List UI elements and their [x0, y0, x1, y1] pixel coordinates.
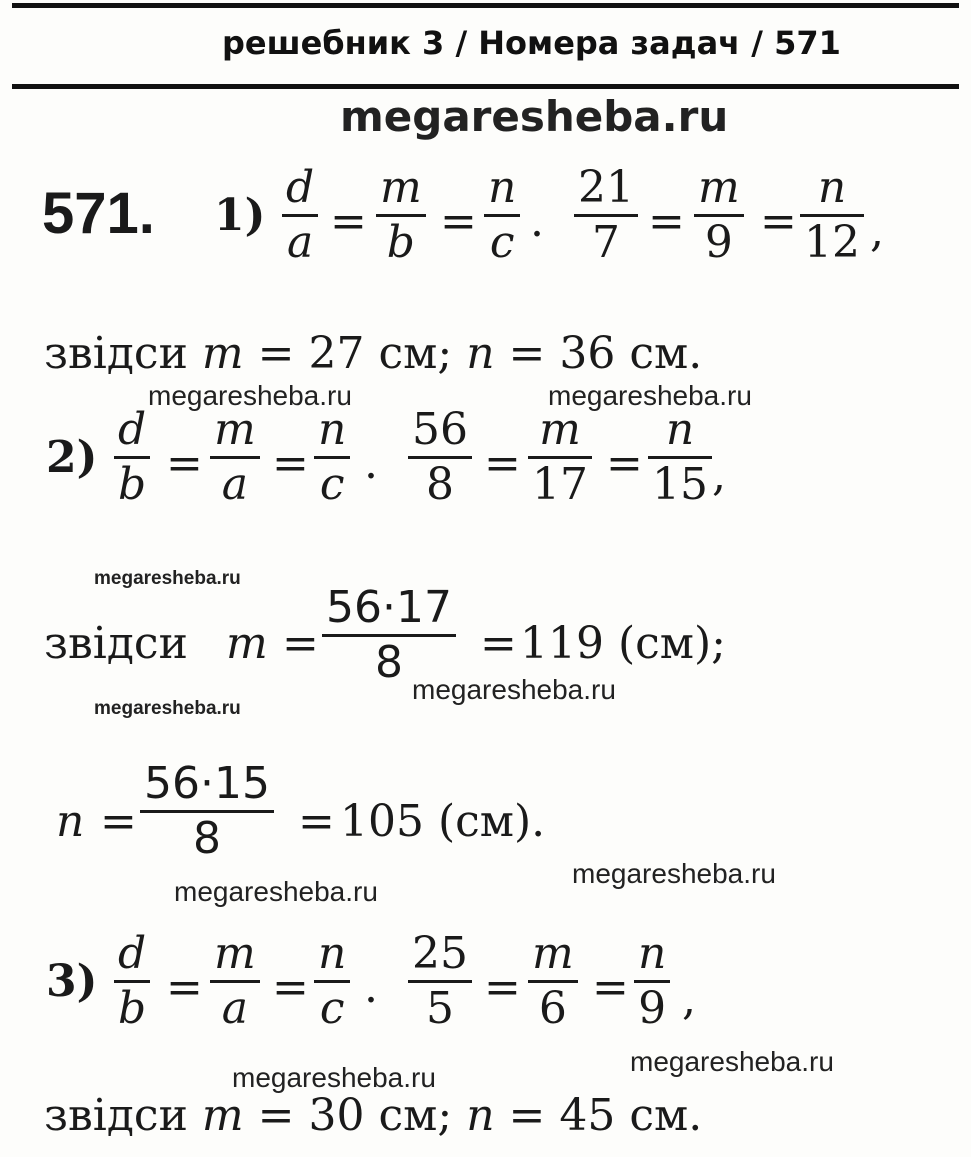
equals-sign: = — [100, 796, 137, 847]
comma: , — [712, 450, 726, 501]
site-watermark: megaresheba.ru — [232, 1062, 436, 1093]
problem-number: 571. — [42, 181, 155, 246]
fraction: m 6 — [528, 928, 578, 1035]
site-watermark: megaresheba.ru — [94, 698, 241, 719]
fraction: n c — [314, 928, 350, 1035]
equals-sign: = — [272, 438, 309, 489]
fraction: m 9 — [694, 162, 744, 269]
fraction: 56·17 8 — [322, 582, 456, 689]
period: . — [364, 962, 378, 1013]
comma: , — [682, 974, 696, 1025]
equals-sign: = — [272, 962, 309, 1013]
equals-sign: = — [480, 618, 517, 669]
calc-n-result: 105 (см). — [340, 796, 546, 847]
top-rule — [12, 3, 959, 8]
equals-sign: = — [330, 196, 367, 247]
part-label-3: 3) — [46, 956, 98, 1007]
header-rule — [12, 84, 959, 89]
fraction: n 9 — [634, 928, 670, 1035]
part-label-1: 1) — [214, 190, 266, 241]
calc-m-result: 119 (см); — [520, 618, 726, 669]
fraction: d b — [114, 404, 150, 511]
fraction: n c — [314, 404, 350, 511]
fraction: m a — [210, 928, 260, 1035]
fraction: n c — [484, 162, 520, 269]
variable-m: m — [226, 618, 268, 669]
period: . — [530, 196, 544, 247]
equals-sign: = — [760, 196, 797, 247]
fraction: d a — [282, 162, 318, 269]
variable-n: n — [56, 796, 85, 847]
site-watermark: megaresheba.ru — [548, 380, 752, 411]
comma: , — [870, 206, 884, 257]
calc-m-prefix: звідси — [44, 618, 188, 669]
equals-sign: = — [298, 796, 335, 847]
site-watermark: megaresheba.ru — [572, 858, 776, 889]
fraction: 25 5 — [408, 928, 472, 1035]
period: . — [364, 438, 378, 489]
fraction: 56·15 8 — [140, 758, 274, 865]
fraction: n 12 — [800, 162, 864, 269]
part-label-2: 2) — [46, 432, 98, 483]
equals-sign: = — [166, 962, 203, 1013]
equals-sign: = — [282, 618, 319, 669]
site-watermark: megaresheba.ru — [174, 876, 378, 907]
site-watermark: megaresheba.ru — [630, 1046, 834, 1077]
fraction: 56 8 — [408, 404, 472, 511]
breadcrumb[interactable]: решебник 3 / Номера задач / 571 — [222, 24, 841, 62]
site-watermark: megaresheba.ru — [148, 380, 352, 411]
site-watermark: megaresheba.ru — [94, 568, 241, 589]
equals-sign: = — [484, 438, 521, 489]
fraction: m b — [376, 162, 426, 269]
fraction: m a — [210, 404, 260, 511]
site-watermark: megaresheba.ru — [412, 674, 616, 705]
fraction: d b — [114, 928, 150, 1035]
equals-sign: = — [606, 438, 643, 489]
equals-sign: = — [484, 962, 521, 1013]
result-line-1: звідси m = 27 см; n = 36 см. — [44, 328, 703, 379]
fraction: 21 7 — [574, 162, 638, 269]
site-watermark: megaresheba.ru — [340, 92, 729, 141]
result-line-3: звідси m = 30 см; n = 45 см. — [44, 1090, 703, 1141]
equals-sign: = — [166, 438, 203, 489]
equals-sign: = — [592, 962, 629, 1013]
equals-sign: = — [440, 196, 477, 247]
fraction: m 17 — [528, 404, 592, 511]
fraction: n 15 — [648, 404, 712, 511]
equals-sign: = — [648, 196, 685, 247]
